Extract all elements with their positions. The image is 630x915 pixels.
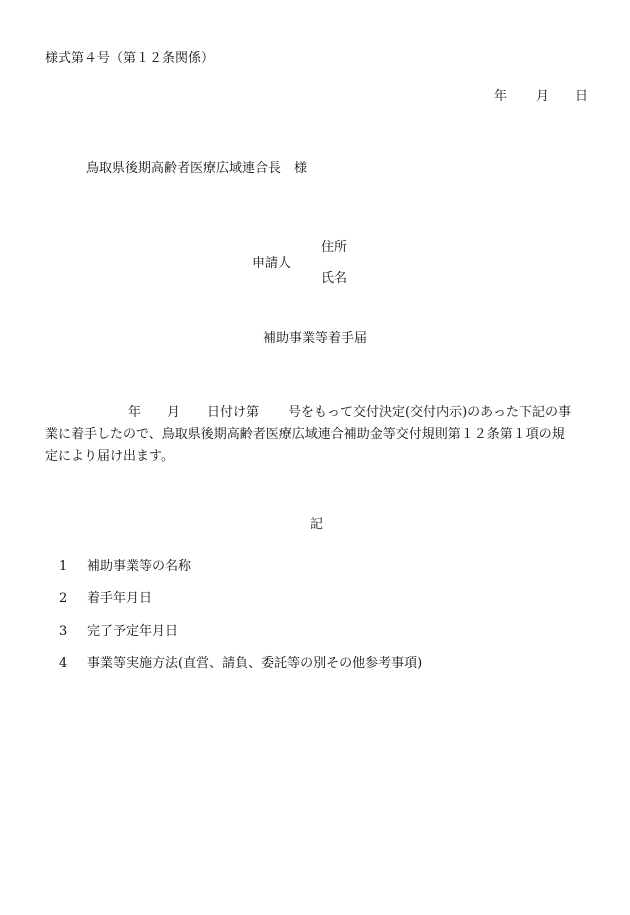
applicant-label: 申請人 — [252, 256, 292, 271]
item-number: 4 — [59, 656, 68, 671]
item-number: 2 — [59, 591, 68, 606]
form-number: 様式第４号（第１２条関係） — [45, 51, 215, 66]
name-label: 氏名 — [321, 271, 348, 286]
addressee: 鳥取県後期高齢者医療広域連合長 様 — [86, 161, 308, 176]
record-heading: 記 — [310, 517, 324, 532]
body-month-label: 月 — [167, 405, 181, 420]
body-line-2: 業に着手したので、鳥取県後期高齢者医療広域連合補助金等交付規則第１２条第１項の規 — [45, 427, 565, 442]
item-text: 着手年月日 — [87, 591, 153, 606]
document-title: 補助事業等着手届 — [263, 331, 368, 346]
item-text: 完了予定年月日 — [87, 624, 179, 639]
date-month-label: 月 — [536, 89, 550, 104]
body-date-suffix: 日付け第 — [207, 405, 260, 420]
address-label: 住所 — [321, 240, 348, 255]
item-text: 事業等実施方法(直営、請負、委託等の別その他参考事項) — [87, 656, 423, 671]
item-number: 3 — [59, 624, 68, 639]
date-year-label: 年 — [494, 89, 508, 104]
item-number: 1 — [59, 559, 68, 574]
body-line1-rest: 号をもって交付決定(交付内示)のあった下記の事 — [288, 405, 572, 420]
date-day-label: 日 — [575, 89, 589, 104]
item-text: 補助事業等の名称 — [87, 559, 192, 574]
body-line-3: 定により届け出ます。 — [45, 449, 174, 464]
body-year-label: 年 — [128, 405, 142, 420]
